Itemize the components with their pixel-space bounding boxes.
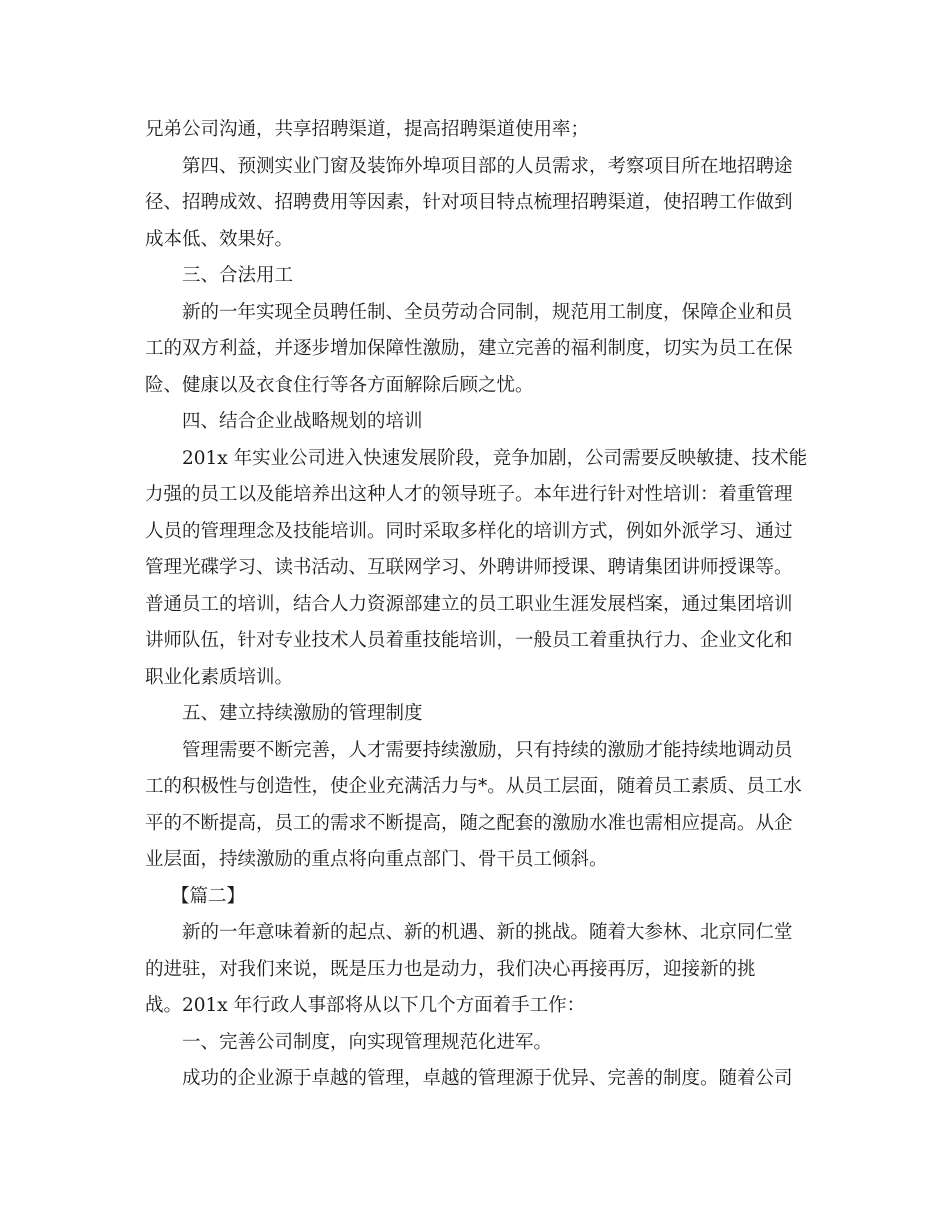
- text-line: 职业化素质培训。: [145, 666, 294, 688]
- text-line: 工的积极性与创造性，使企业充满活力与*。从员工层面，随着员工素质、员工水: [145, 776, 802, 797]
- text-line: 兄弟公司沟通，共享招聘渠道，提高招聘渠道使用率；: [145, 119, 590, 140]
- text-line: 新的一年意味着新的起点、新的机遇、新的挑战。随着大参林、北京同仁堂: [182, 922, 793, 943]
- text-line: 险、健康以及衣食住行等各方面解除后顾之忧。: [145, 374, 534, 396]
- text-line: 人员的管理理念及技能培训。同时采取多样化的培训方式，例如外派学习、通过: [145, 520, 793, 542]
- text-line: 新的一年实现全员聘任制、全员劳动合同制，规范用工制度，保障企业和员: [182, 301, 793, 323]
- text-line: 成本低、效果好。: [145, 228, 294, 250]
- text-line: 管理需要不断完善，人才需要持续激励，只有持续的激励才能持续地调动员: [182, 739, 793, 761]
- text-line: 讲师队伍，针对专业技术人员着重技能培训，一般员工着重执行力、企业文化和: [145, 630, 793, 651]
- text-line: 的进驻，对我们来说，既是压力也是动力，我们决心再接再厉，迎接新的挑: [145, 958, 756, 980]
- text-line: 业层面，持续激励的重点将向重点部门、骨干员工倾斜。: [145, 849, 608, 870]
- text-line: 成功的企业源于卓越的管理，卓越的管理源于优异、完善的制度。随着公司: [182, 1068, 793, 1089]
- document-body: [145, 112, 810, 1098]
- text-line: 工的双方利益，并逐步增加保障性激励，建立完善的福利制度，切实为员工在保: [145, 338, 793, 359]
- text-line: 力强的员工以及能培养出这种人才的领导班子。本年进行针对性培训：着重管理: [145, 484, 793, 505]
- section-heading: 一、完善公司制度，向实现管理规范化进军。: [182, 1031, 553, 1053]
- text-line: 管理光碟学习、读书活动、互联网学习、外聘讲师授课、聘请集团讲师授课等。: [145, 557, 793, 578]
- text-line: 战。201x 年行政人事部将从以下几个方面着手工作：: [145, 995, 586, 1016]
- section-heading: 五、建立持续激励的管理制度: [182, 703, 423, 724]
- text-line: 径、招聘成效、招聘费用等因素，针对项目特点梳理招聘渠道，使招聘工作做到: [145, 192, 793, 213]
- text-line: 201x 年实业公司进入快速发展阶段，竞争加剧，公司需要反映敏捷、技术能: [182, 447, 808, 469]
- text-line: 平的不断提高，员工的需求不断提高，随之配套的激励水准也需相应提高。从企: [145, 812, 793, 834]
- part-heading: 【篇二】: [171, 885, 246, 907]
- section-heading: 三、合法用工: [182, 265, 294, 286]
- text-line: 第四、预测实业门窗及装饰外埠项目部的人员需求，考察项目所在地招聘途: [182, 155, 793, 177]
- section-heading: 四、结合企业战略规划的培训: [182, 411, 423, 432]
- text-line: 普通员工的培训，结合人力资源部建立的员工职业生涯发展档案，通过集团培训: [145, 593, 793, 615]
